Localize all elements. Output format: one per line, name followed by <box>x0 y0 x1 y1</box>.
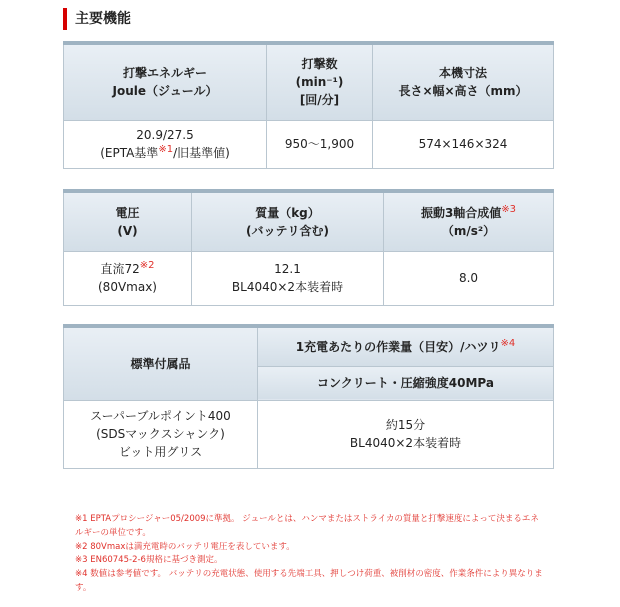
section-title: 主要機能 <box>63 8 131 30</box>
header-voltage: 電圧 (V) <box>64 191 192 251</box>
subheader-concrete: コンクリート・圧縮強度40MPa <box>258 366 554 400</box>
cell-impact-energy: 20.9/27.5 (EPTA基準$^{※1}$/旧基準値) <box>64 120 267 168</box>
footnotes <box>75 513 545 596</box>
footnote-1: ※1 EPTAプロシージャー05/2009に準拠。 ジュールとは、ハンマまたはストライカの質量と打撃速度によって決まるエネルギーの単位です。 <box>75 514 539 538</box>
cell-dimensions: 574×146×324 <box>373 120 554 168</box>
header-blows-per-minute: 打撃数 (min⁻¹) [回/分] <box>267 43 373 120</box>
spec-table-2 <box>63 189 554 306</box>
spec-table-1 <box>63 41 554 169</box>
cell-work-amount: 約15分 BL4040×2本装着時 <box>258 400 554 468</box>
header-vibration: 振動3軸合成値$^{※3}$ （m/s²） <box>384 191 554 251</box>
footnote-3: ※3 EN60745-2-6規格に基づき測定。 <box>75 555 223 566</box>
footnote-2: ※2 80Vmaxは満充電時のバッテリ電圧を表しています。 <box>75 541 295 552</box>
cell-vibration: 8.0 <box>384 251 554 305</box>
header-impact-energy: 打撃エネルギー Joule（ジュール） <box>64 43 267 120</box>
header-work-amount: 1充電あたりの作業量（目安）/ハツリ$^{※4}$ <box>258 326 554 366</box>
cell-accessories: スーパーブルポイント400 (SDSマックスシャンク) ビット用グリス <box>64 400 258 468</box>
cell-mass: 12.1 BL4040×2本装着時 <box>192 251 384 305</box>
header-mass: 質量（kg） (バッテリ含む) <box>192 191 384 251</box>
header-dimensions: 本機寸法 長さ×幅×高さ（mm） <box>373 43 554 120</box>
cell-voltage: 直流72$^{※2}$ (80Vmax) <box>64 251 192 305</box>
footnote-4: ※4 数値は参考値です。 バッテリの充電状態、使用する先端工具、押しつけ荷重、被削材の密度、作業条件により異なります。 <box>75 569 543 593</box>
cell-blows: 950～1,900 <box>267 120 373 168</box>
header-accessories: 標準付属品 <box>64 326 258 400</box>
spec-table-3 <box>63 324 554 469</box>
